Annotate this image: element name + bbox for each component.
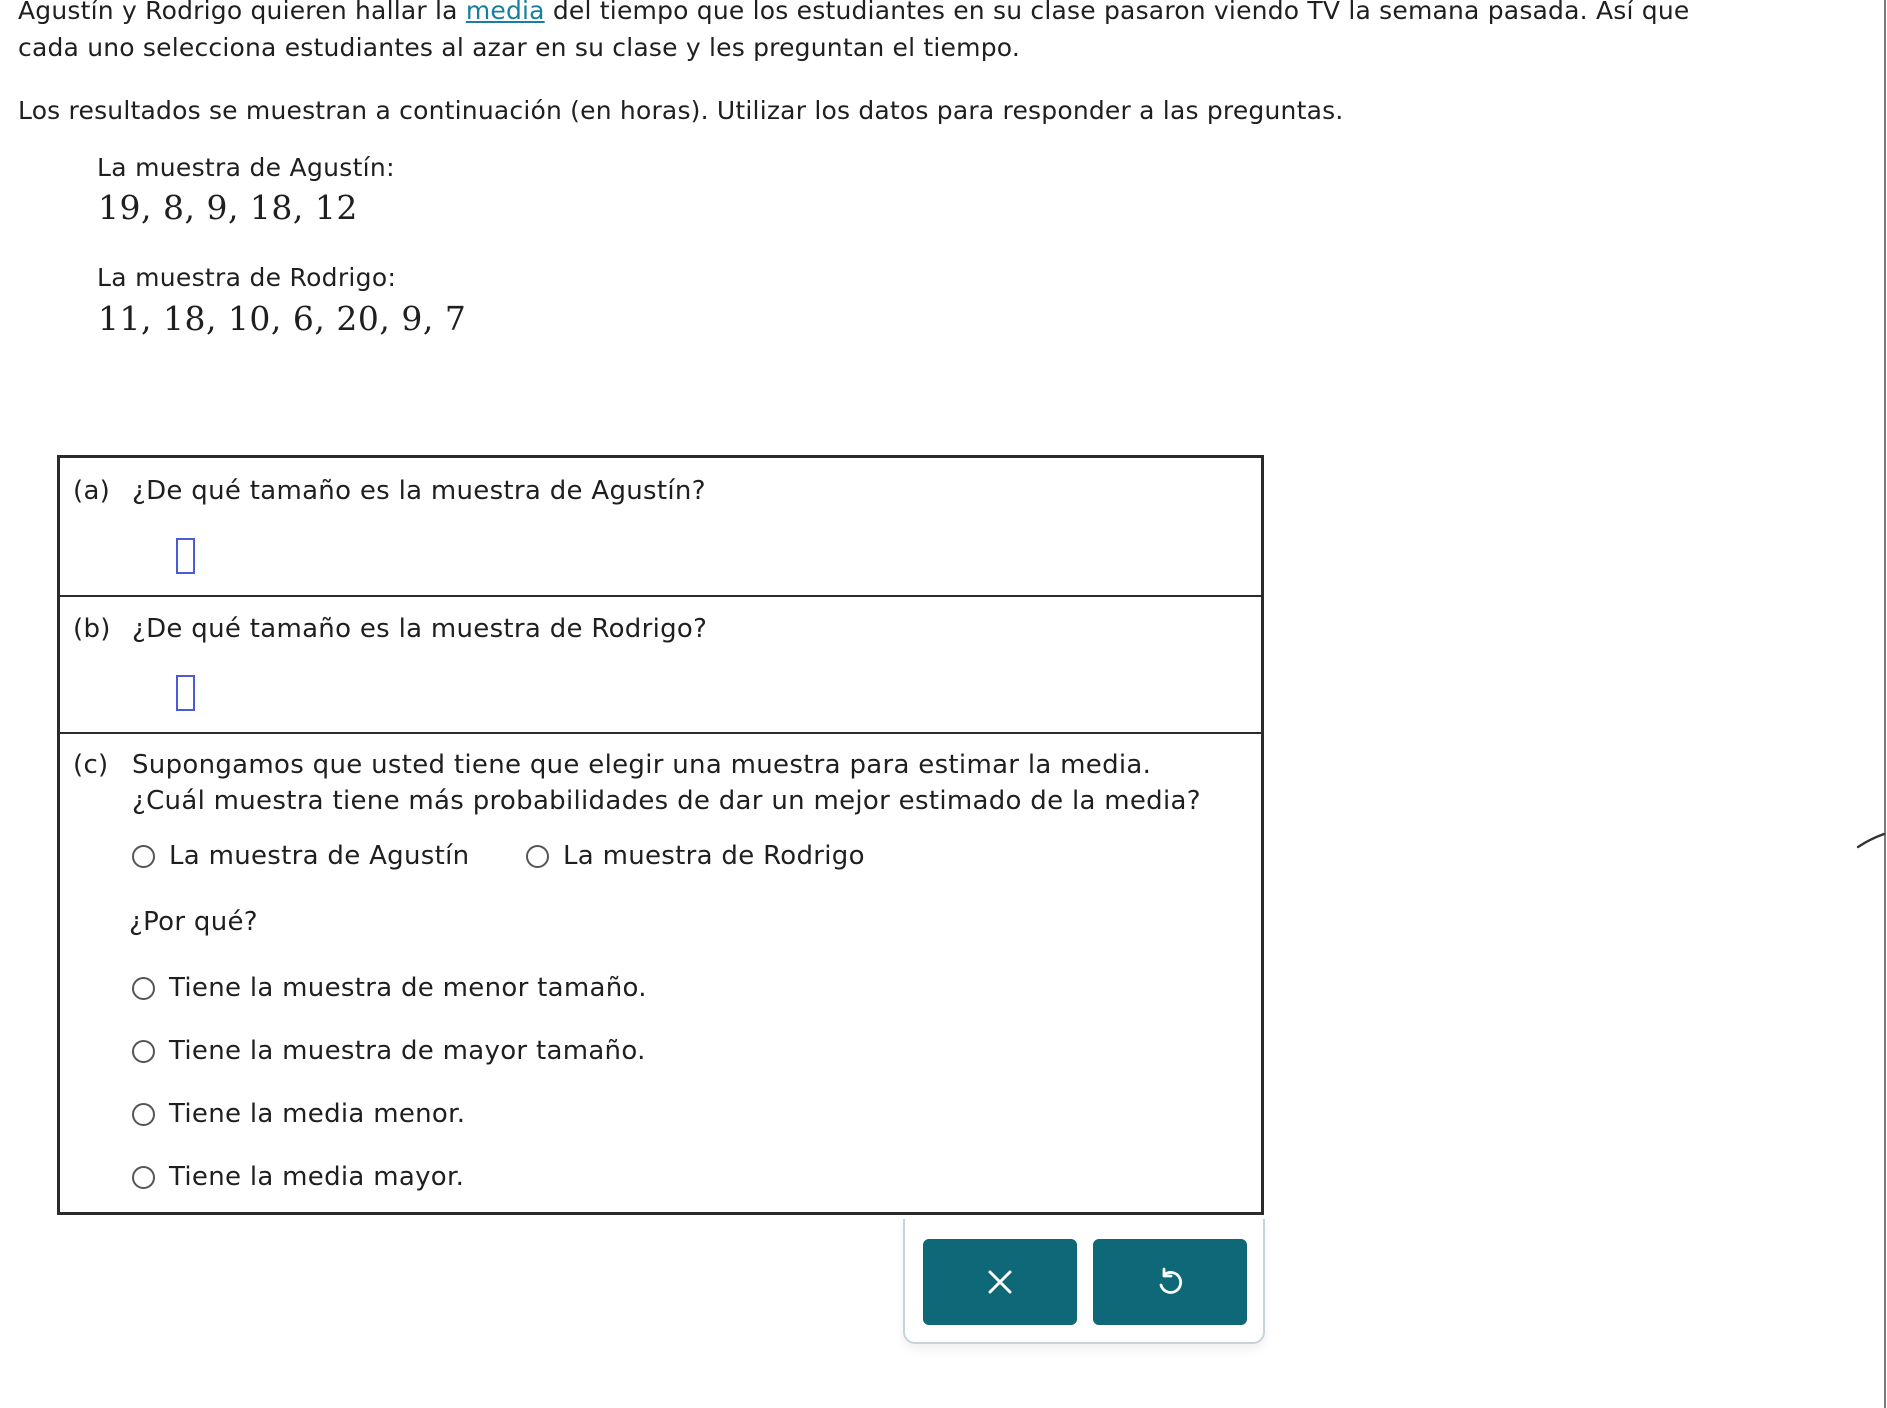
- intro-line-3: Los resultados se muestran a continuación (en horas). Utilizar los datos para responder a las preguntas.: [18, 96, 1344, 125]
- choice-rodrigo-option[interactable]: La muestra de Rodrigo: [526, 841, 865, 871]
- radio-button[interactable]: [132, 1166, 155, 1189]
- question-c: [60, 732, 1261, 1212]
- undo-icon: [1155, 1266, 1185, 1298]
- question-c-text-line-1: Supongamos que usted tiene que elegir una muestra para estimar la media.: [132, 750, 1152, 780]
- reason-option-higher-mean[interactable]: Tiene la media mayor.: [132, 1162, 464, 1192]
- question-a-text: ¿De qué tamaño es la muestra de Agustín?: [132, 476, 706, 506]
- pen-mark-icon: [1856, 832, 1886, 852]
- clear-button[interactable]: [923, 1239, 1077, 1325]
- reason-option-smaller-sample[interactable]: Tiene la muestra de menor tamaño.: [132, 973, 647, 1003]
- question-b: [60, 595, 1261, 734]
- questions-panel: [57, 455, 1264, 1215]
- question-b-letter: (b): [73, 614, 111, 644]
- reason-option-larger-sample[interactable]: Tiene la muestra de mayor tamaño.: [132, 1036, 646, 1066]
- undo-button[interactable]: [1093, 1239, 1247, 1325]
- question-a-letter: (a): [73, 476, 111, 506]
- radio-button[interactable]: [132, 845, 155, 868]
- question-b-answer-input[interactable]: [176, 675, 195, 711]
- radio-button[interactable]: [132, 1040, 155, 1063]
- rodrigo-sample-values: 11, 18, 10, 6, 20, 9, 7: [98, 299, 467, 338]
- agustin-sample-values: 19, 8, 9, 18, 12: [98, 188, 358, 227]
- question-a: [60, 458, 1261, 597]
- question-c-text-line-2: ¿Cuál muestra tiene más probabilidades de dar un mejor estimado de la media?: [132, 786, 1201, 816]
- intro-line-2: cada uno selecciona estudiantes al azar en su clase y les preguntan el tiempo.: [18, 33, 1020, 62]
- question-c-letter: (c): [73, 750, 109, 780]
- answer-action-panel: [903, 1219, 1265, 1344]
- reason-option-lower-mean[interactable]: Tiene la media menor.: [132, 1099, 465, 1129]
- why-label: ¿Por qué?: [129, 907, 258, 937]
- problem-intro: [18, 0, 1858, 129]
- radio-button[interactable]: [526, 845, 549, 868]
- rodrigo-sample-label: La muestra de Rodrigo:: [97, 263, 397, 292]
- question-a-answer-input[interactable]: [176, 538, 195, 574]
- radio-button[interactable]: [132, 1103, 155, 1126]
- choice-agustin-option[interactable]: La muestra de Agustín: [132, 841, 469, 871]
- agustin-sample-label: La muestra de Agustín:: [97, 153, 395, 182]
- page-edge-divider: [1884, 0, 1886, 1408]
- close-icon: [985, 1267, 1015, 1297]
- radio-button[interactable]: [132, 977, 155, 1000]
- media-link[interactable]: media: [465, 0, 545, 25]
- question-b-text: ¿De qué tamaño es la muestra de Rodrigo?: [132, 614, 708, 644]
- intro-line-1: Agustín y Rodrigo quieren hallar la media del tiempo que los estudiantes en su clase pasaron viendo TV la semana pasada. Así que: [18, 0, 1858, 29]
